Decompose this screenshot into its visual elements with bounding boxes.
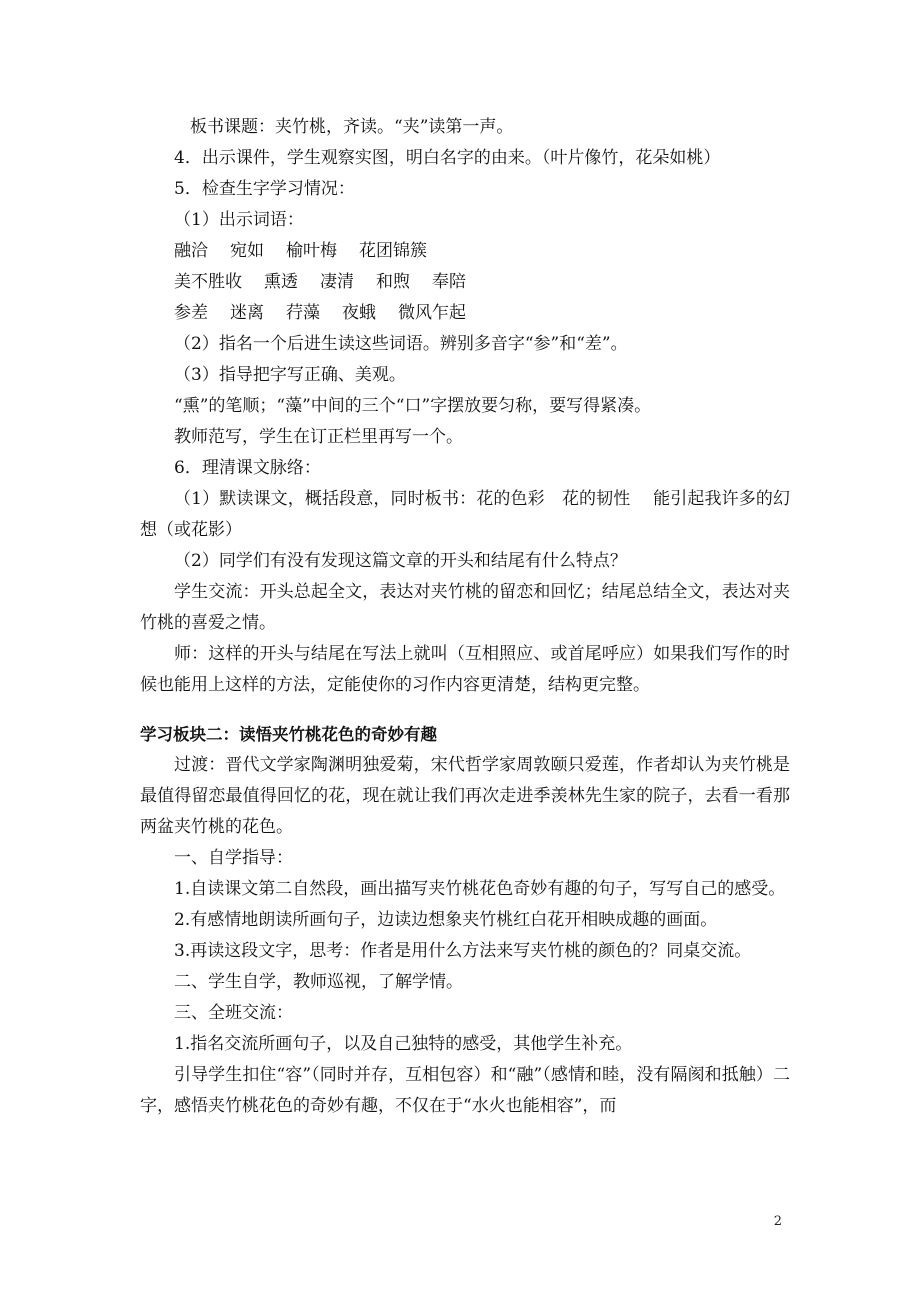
vocab-word: 荇藻 [286, 303, 320, 323]
word-row [140, 267, 790, 298]
vocab-word: 融洽 [174, 241, 208, 261]
text-line: 一、自学指导： [174, 848, 293, 868]
vocab-word: 美不胜收 [174, 272, 242, 292]
text-paragraph: 师：这样的开头与结尾在写法上就叫（互相照应、或首尾呼应）如果我们写作的时候也能用上这样的方法，定能使你的习作内容更清楚，结构更完整。 [140, 644, 790, 695]
text-paragraph: 学生交流：开头总起全文，表达对夹竹桃的留恋和回忆；结尾总结全文，表达对夹竹桃的喜爱之情。 [140, 582, 790, 633]
vocab-word: 奉陪 [432, 272, 466, 292]
text-line: （2）指名一个后进生读这些词语。辨别多音字“参”和“差”。 [174, 334, 628, 354]
vocab-word: 夜蛾 [342, 303, 376, 323]
text-line: 二、学生自学，教师巡视，了解学情。 [174, 972, 463, 992]
vocab-word: 榆叶梅 [286, 241, 337, 261]
vocab-word: 花团锦簇 [359, 241, 427, 261]
vocab-word: 熏透 [264, 272, 298, 292]
text-paragraph: 过渡：晋代文学家陶渊明独爱菊，宋代哲学家周敦颐只爱莲，作者却认为夹竹桃是最值得留恋最值得回忆的花，现在就让我们再次走进季羡林先生家的院子，去看一看那两盆夹竹桃的花色。 [140, 755, 790, 837]
text-line: 5．检查生字学习情况： [174, 179, 355, 199]
vocab-word: 和煦 [376, 272, 410, 292]
vocab-word: 迷离 [230, 303, 264, 323]
text-line: 三、全班交流： [174, 1003, 293, 1023]
text-line: 6．理清课文脉络： [174, 458, 321, 478]
vocab-word: 宛如 [230, 241, 264, 261]
vocab-word: 参差 [174, 303, 208, 323]
text-line: 4．出示课件，学生观察实图，明白名字的由来。（叶片像竹，花朵如桃） [174, 148, 721, 168]
text-line: （3）指导把字写正确、美观。 [174, 365, 406, 385]
text-line: （1）出示词语： [174, 210, 304, 230]
document-body [140, 112, 790, 1122]
text-paragraph: 引导学生扣住“容”（同时并存，互相包容）和“融”（感情和睦，没有隔阂和抵触）二字，感悟夹竹桃花色的奇妙有趣，不仅在于“水火也能相容”，而 [140, 1065, 790, 1116]
text-line: 3.再读这段文字，思考：作者是用什么方法来写夹竹桃的颜色的？同桌交流。 [174, 941, 752, 961]
vocab-word: 凄清 [320, 272, 354, 292]
vocab-word: 微风乍起 [398, 303, 466, 323]
text-line: 2.有感情地朗读所画句子，边读边想象夹竹桃红白花开相映成趣的画面。 [174, 910, 718, 930]
text-line: 板书课题：夹竹桃，齐读。“夹”读第一声。 [190, 117, 514, 137]
text-line: （2）同学们有没有发现这篇文章的开头和结尾有什么特点？ [174, 551, 627, 571]
section-heading: 学习板块二：读悟夹竹桃花色的奇妙有趣 [140, 725, 437, 744]
word-row [140, 236, 790, 267]
page-number: 2 [773, 1214, 782, 1229]
text-line: 1.指名交流所画句子，以及自己独特的感受，其他学生补充。 [174, 1034, 633, 1054]
text-paragraph: 1.自读课文第二自然段，画出描写夹竹桃花色奇妙有趣的句子，写写自己的感受。 [174, 879, 786, 899]
text-line: “熏”的笔顺；“藻”中间的三个“口”字摆放要匀称，要写得紧凑。 [174, 396, 652, 416]
text-line: 教师范写，学生在订正栏里再写一个。 [174, 427, 463, 447]
word-row [140, 298, 790, 329]
text-paragraph: （1）默读课文，概括段意，同时板书：花的色彩 花的韧性 能引起我许多的幻想（或花影） [140, 489, 790, 540]
